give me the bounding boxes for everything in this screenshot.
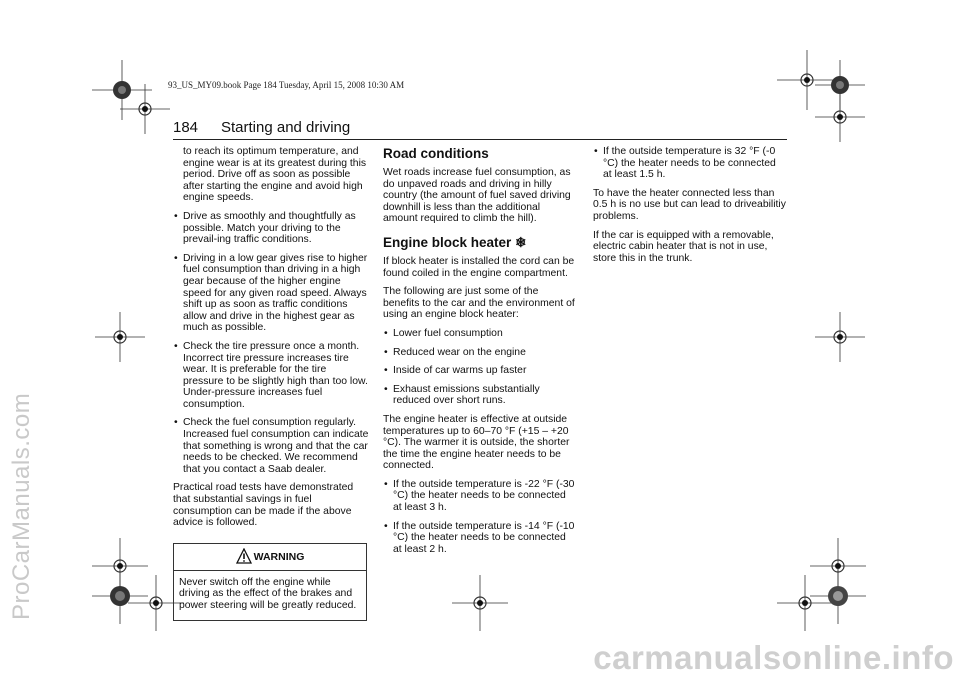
heater-paragraph: The engine heater is effective at outside temperatures up to 60–70 °F (+15 – +20 °C). The warmer it is outside, the shorter the time the engine heater needs to be connected. (383, 413, 570, 472)
closing-paragraph: Practical road tests have demonstrated that substantial savings in fuel consumption can be made if the above advice is followed. (173, 482, 354, 529)
column-2 (383, 146, 577, 562)
warning-label: WARNING (253, 550, 305, 563)
list-item: • Check the fuel consumption regularly. Increased fuel consumption can indicate that something is wrong and that the car needs to be checked. We recommend that you contact a Saab dealer. (173, 417, 369, 475)
side-watermark: ProCarManuals.com (8, 392, 35, 620)
registration-mark-icon (120, 84, 170, 134)
heater-paragraph: The following are just some of the benefits to the car and the environment of using an engine block heater: (383, 286, 575, 321)
list-item: • Inside of car warms up faster (383, 365, 577, 377)
page-header (173, 119, 787, 140)
list-item: • If the outside temperature is -22 °F (-30 °C) the heater needs to be connected at least 3 h. (383, 479, 577, 514)
warning-text: Never switch off the engine while driving as the effect of the brakes and power steering will be greatly reduced. (179, 576, 357, 611)
road-conditions-heading: Road conditions (383, 146, 489, 161)
snowflake-icon: ❄ (515, 234, 527, 250)
list-item: • Check the tire pressure once a month. Incorrect tire pressure increases tire wear. It is preferable for the tire pressure to be slightly high than too low. Under-pressure increases fuel consumption. (173, 341, 369, 411)
heater-paragraph: If block heater is installed the cord can be found coiled in the engine compartment. (383, 255, 575, 279)
registration-mark-icon (95, 312, 145, 362)
temperature-list (593, 146, 787, 181)
heading-text: Engine block heater (383, 234, 512, 250)
list-item: • Driving in a low gear gives rise to higher fuel consumption than driving in a high gear because of the higher engine speed for any given road speed. Always shift up as soon as traffic conditions allow and drive in the highest gear as much as possible. (173, 253, 369, 334)
print-info: 93_US_MY09.book Page 184 Tuesday, April 15, 2008 10:30 AM (168, 80, 405, 90)
column-1 (173, 146, 369, 621)
tips-list (173, 211, 369, 475)
heater-paragraph: To have the heater connected less than 0.5 h is no use but can lead to driveabilitiy problems. (593, 187, 786, 222)
list-item: • If the outside temperature is 32 °F (-0 °C) the heater needs to be connected at least 1.5 h. (593, 146, 787, 181)
road-conditions-text: Wet roads increase fuel consumption, as do unpaved roads and driving in hilly country (the amount of fuel saved driving downhill is less than the additional amount required to climb the hill). (383, 167, 571, 225)
registration-mark-icon (810, 568, 866, 624)
list-item: • Exhaust emissions substantially reduced over short runs. (383, 384, 577, 407)
temperature-list (383, 479, 577, 556)
heater-paragraph: If the car is equipped with a removable, electric cabin heater that is not in use, store this in the trunk. (593, 229, 774, 264)
warning-triangle-icon (236, 548, 252, 564)
registration-mark-icon (815, 92, 865, 142)
registration-mark-icon (815, 312, 865, 362)
warning-header (174, 544, 366, 571)
list-item: • Reduced wear on the engine (383, 347, 577, 359)
bottom-watermark: carmanualsonline.info (593, 639, 954, 676)
section-title: Starting and driving (221, 119, 351, 136)
intro-paragraph: to reach its optimum temperature, and engine wear is at its greatest during this period. Drive off as soon as possible after starting the engine and avoid high engine speeds. (183, 146, 367, 204)
warning-box (173, 543, 367, 621)
registration-mark-icon (452, 575, 508, 631)
column-3 (593, 146, 787, 271)
benefits-list (383, 328, 577, 407)
list-item: • If the outside temperature is -14 °F (-10 °C) the heater needs to be connected at least 2 h. (383, 521, 577, 556)
list-item: • Drive as smoothly and thoughtfully as possible. Match your driving to the prevail-ing traffic conditions. (173, 211, 369, 246)
list-item: • Lower fuel consumption (383, 328, 577, 340)
engine-block-heater-heading (383, 235, 577, 250)
page-number: 184 (173, 119, 199, 136)
